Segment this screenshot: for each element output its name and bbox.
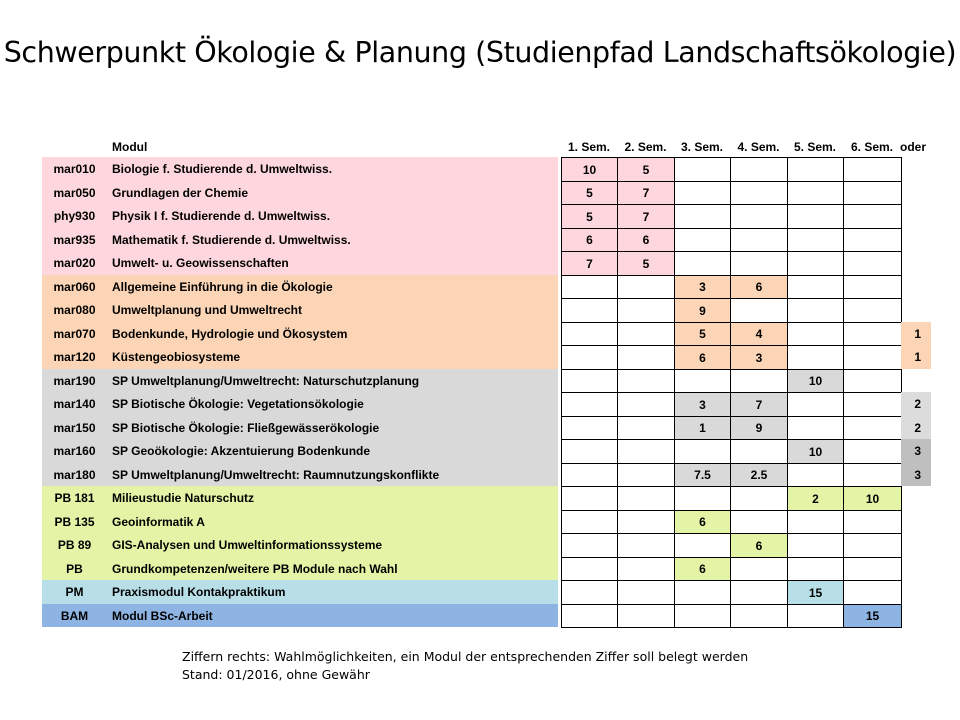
empty-cell: [843, 416, 902, 440]
credit-cell: 6: [674, 510, 731, 534]
empty-cell: [617, 439, 675, 464]
empty-cell: [843, 557, 902, 581]
empty-cell: [674, 181, 731, 205]
credit-cell: 6: [730, 275, 788, 299]
column-header-sem-6: 6. Sem.: [850, 140, 894, 154]
credit-cell: 10: [787, 439, 844, 464]
empty-cell: [843, 298, 902, 323]
empty-cell: [561, 392, 618, 417]
empty-cell: [843, 345, 902, 370]
credit-cell: 10: [787, 369, 844, 393]
credit-cell: 2: [787, 486, 844, 511]
empty-cell: [730, 486, 788, 511]
empty-cell: [617, 510, 675, 534]
empty-cell: [787, 275, 844, 299]
credit-cell: 10: [843, 486, 902, 511]
empty-cell: [617, 557, 675, 581]
empty-cell: [674, 439, 731, 464]
module-name: Umwelt- u. Geowissenschaften: [112, 256, 289, 270]
module-name: SP Umweltplanung/Umweltrecht: Naturschutzplanung: [112, 373, 420, 388]
empty-cell: [843, 251, 902, 276]
module-name: SP Geoökologie: Akzentuierung Bodenkunde: [112, 444, 371, 458]
empty-cell: [787, 251, 844, 276]
empty-cell: [617, 486, 675, 511]
credit-cell: 1: [674, 416, 731, 440]
empty-cell: [787, 345, 844, 370]
module-name: Bodenkunde, Hydrologie und Ökosystem: [112, 326, 348, 341]
empty-cell: [730, 580, 788, 605]
empty-cell: [843, 392, 902, 417]
empty-cell: [561, 533, 618, 558]
module-name: Mathematik f. Studierende d. Umweltwiss.: [112, 232, 351, 247]
column-header-modul: Modul: [112, 140, 148, 154]
footnote-status: Stand: 01/2016, ohne Gewähr: [182, 667, 370, 682]
empty-cell: [561, 275, 618, 299]
module-code: mar060: [53, 279, 96, 294]
module-name: Allgemeine Einführung in die Ökologie: [112, 279, 333, 294]
empty-cell: [843, 275, 902, 299]
credit-cell: 7.5: [674, 463, 731, 487]
empty-cell: [674, 157, 731, 182]
column-header-sem-3: 3. Sem.: [680, 140, 724, 154]
empty-cell: [730, 298, 788, 323]
module-name: Milieustudie Naturschutz: [112, 491, 255, 505]
module-name: Praxismodul Kontakpraktikum: [112, 585, 286, 599]
empty-cell: [617, 392, 675, 417]
empty-cell: [730, 557, 788, 581]
module-name: Umweltplanung und Umweltrecht: [112, 303, 303, 317]
oder-option-marker: 3: [901, 439, 931, 463]
credit-cell: 6: [617, 228, 675, 252]
module-code: mar080: [53, 303, 96, 317]
module-code: mar935: [53, 232, 96, 247]
module-name: SP Biotische Ökologie: Vegetationsökologie: [112, 397, 364, 411]
empty-cell: [674, 533, 731, 558]
credit-cell: 5: [617, 157, 675, 182]
empty-cell: [561, 416, 618, 440]
credit-cell: 6: [561, 228, 618, 252]
empty-cell: [674, 204, 731, 229]
empty-cell: [787, 322, 844, 346]
empty-cell: [730, 157, 788, 182]
empty-cell: [843, 181, 902, 205]
empty-cell: [617, 369, 675, 393]
column-header-oder: oder: [900, 140, 927, 154]
empty-cell: [730, 369, 788, 393]
empty-cell: [674, 486, 731, 511]
column-header-sem-1: 1. Sem.: [567, 140, 611, 154]
module-code: mar070: [53, 326, 96, 341]
empty-cell: [561, 345, 618, 370]
empty-cell: [561, 580, 618, 605]
module-code: mar010: [53, 162, 96, 176]
empty-cell: [787, 392, 844, 417]
empty-cell: [561, 486, 618, 511]
credit-cell: 5: [674, 322, 731, 346]
oder-option-marker: 3: [901, 463, 931, 486]
module-name: Grundlagen der Chemie: [112, 185, 249, 200]
module-code: mar020: [53, 256, 96, 270]
empty-cell: [617, 345, 675, 370]
module-name: Geoinformatik A: [112, 514, 205, 529]
empty-cell: [674, 580, 731, 605]
module-name: Küstengeobiosysteme: [112, 350, 241, 364]
credit-cell: 7: [730, 392, 788, 417]
empty-cell: [617, 416, 675, 440]
module-code: PB 181: [54, 491, 95, 505]
empty-cell: [561, 322, 618, 346]
empty-cell: [617, 604, 675, 628]
empty-cell: [617, 463, 675, 487]
empty-cell: [843, 463, 902, 487]
module-code: mar190: [53, 373, 96, 388]
module-name: GIS-Analysen und Umweltinformationssysteme: [112, 538, 383, 552]
footnote-legend: Ziffern rechts: Wahlmöglichkeiten, ein Modul der entsprechenden Ziffer soll belegt werden: [182, 649, 749, 664]
credit-cell: 2.5: [730, 463, 788, 487]
empty-cell: [730, 204, 788, 229]
module-name: Modul BSc-Arbeit: [112, 608, 213, 623]
column-header-sem-5: 5. Sem.: [793, 140, 837, 154]
empty-cell: [617, 533, 675, 558]
page-title: Schwerpunkt Ökologie & Planung (Studienpfad Landschaftsökologie): [3, 36, 957, 69]
credit-cell: 15: [843, 604, 902, 628]
module-code: phy930: [53, 209, 96, 223]
empty-cell: [787, 604, 844, 628]
module-name: Grundkompetenzen/weitere PB Module nach Wahl: [112, 561, 398, 576]
empty-cell: [843, 580, 902, 605]
oder-option-marker: 2: [901, 392, 931, 416]
empty-cell: [843, 322, 902, 346]
empty-cell: [674, 251, 731, 276]
module-name: Biologie f. Studierende d. Umweltwiss.: [112, 162, 333, 176]
empty-cell: [843, 157, 902, 182]
credit-cell: 6: [674, 345, 731, 370]
empty-cell: [730, 181, 788, 205]
credit-cell: 7: [617, 181, 675, 205]
empty-cell: [787, 463, 844, 487]
credit-cell: 3: [674, 275, 731, 299]
oder-option-marker: 1: [901, 345, 931, 369]
empty-cell: [617, 322, 675, 346]
module-code: BAM: [60, 608, 89, 623]
empty-cell: [561, 510, 618, 534]
empty-cell: [843, 533, 902, 558]
empty-cell: [617, 275, 675, 299]
credit-cell: 6: [730, 533, 788, 558]
empty-cell: [617, 298, 675, 323]
empty-cell: [787, 298, 844, 323]
module-code: mar140: [53, 397, 96, 411]
column-header-sem-2: 2. Sem.: [624, 140, 667, 154]
credit-cell: 9: [730, 416, 788, 440]
empty-cell: [730, 228, 788, 252]
credit-cell: 5: [561, 204, 618, 229]
credit-cell: 7: [617, 204, 675, 229]
module-code: PB: [66, 561, 83, 576]
empty-cell: [843, 439, 902, 464]
empty-cell: [787, 416, 844, 440]
empty-cell: [561, 439, 618, 464]
empty-cell: [561, 463, 618, 487]
credit-cell: 3: [674, 392, 731, 417]
empty-cell: [843, 204, 902, 229]
credit-cell: 4: [730, 322, 788, 346]
empty-cell: [674, 228, 731, 252]
module-code: mar160: [53, 444, 96, 458]
module-code: PM: [65, 585, 84, 599]
empty-cell: [787, 204, 844, 229]
credit-cell: 10: [561, 157, 618, 182]
empty-cell: [787, 533, 844, 558]
credit-cell: 9: [674, 298, 731, 323]
empty-cell: [730, 604, 788, 628]
empty-cell: [617, 580, 675, 605]
module-code: mar150: [53, 420, 96, 435]
module-code: PB 135: [54, 514, 95, 529]
module-code: PB 89: [57, 538, 92, 552]
empty-cell: [787, 157, 844, 182]
empty-cell: [787, 510, 844, 534]
credit-cell: 3: [730, 345, 788, 370]
module-code: mar050: [53, 185, 96, 200]
empty-cell: [787, 557, 844, 581]
oder-option-marker: 2: [901, 416, 931, 439]
module-name: SP Biotische Ökologie: Fließgewässerökologie: [112, 420, 380, 435]
empty-cell: [730, 439, 788, 464]
module-code: mar120: [53, 350, 96, 364]
credit-cell: 7: [561, 251, 618, 276]
empty-cell: [730, 510, 788, 534]
empty-cell: [561, 604, 618, 628]
module-name: SP Umweltplanung/Umweltrecht: Raumnutzungskonflikte: [112, 467, 440, 482]
oder-option-marker: 1: [901, 322, 931, 345]
credit-cell: 5: [617, 251, 675, 276]
empty-cell: [787, 228, 844, 252]
empty-cell: [674, 604, 731, 628]
module-name: Physik I f. Studierende d. Umweltwiss.: [112, 209, 331, 223]
module-code: mar180: [53, 467, 96, 482]
empty-cell: [843, 228, 902, 252]
empty-cell: [561, 369, 618, 393]
credit-cell: 6: [674, 557, 731, 581]
credit-cell: 15: [787, 580, 844, 605]
credit-cell: 5: [561, 181, 618, 205]
empty-cell: [843, 510, 902, 534]
empty-cell: [561, 557, 618, 581]
empty-cell: [787, 181, 844, 205]
empty-cell: [730, 251, 788, 276]
column-header-sem-4: 4. Sem.: [737, 140, 780, 154]
empty-cell: [843, 369, 902, 393]
empty-cell: [561, 298, 618, 323]
empty-cell: [674, 369, 731, 393]
